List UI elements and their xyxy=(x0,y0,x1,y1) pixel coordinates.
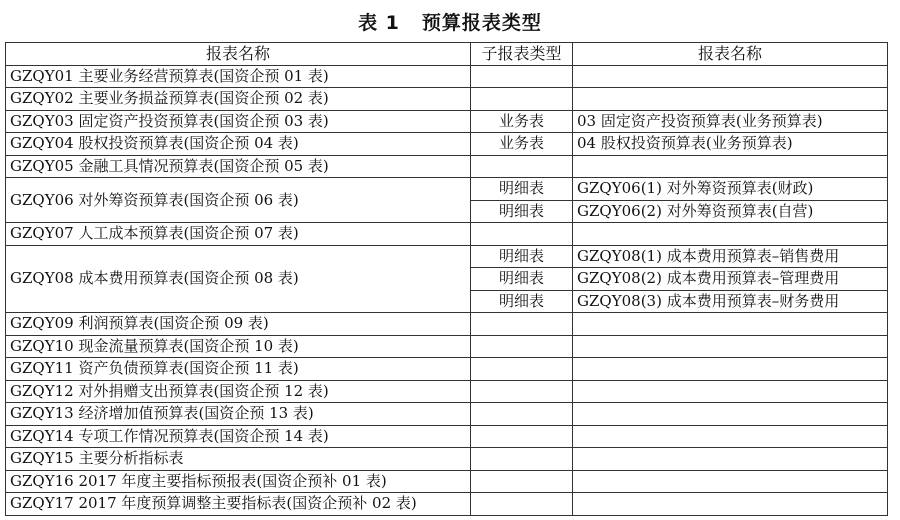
sub-report-name-cell xyxy=(573,493,888,516)
report-name-cell: GZQY17 2017 年度预算调整主要指标表(国资企预补 02 表) xyxy=(6,493,471,516)
sub-report-type-cell xyxy=(471,425,573,448)
report-name-cell: GZQY12 对外捐赠支出预算表(国资企预 12 表) xyxy=(6,380,471,403)
sub-report-type-cell xyxy=(471,335,573,358)
report-name-cell: GZQY06 对外筹资预算表(国资企预 06 表) xyxy=(6,178,471,223)
sub-report-name-cell xyxy=(573,65,888,88)
sub-report-name-cell: 04 股权投资预算表(业务预算表) xyxy=(573,133,888,156)
sub-report-type-cell: 业务表 xyxy=(471,110,573,133)
table-row xyxy=(6,223,888,246)
budget-report-types-table xyxy=(5,42,888,516)
report-name-cell: GZQY03 固定资产投资预算表(国资企预 03 表) xyxy=(6,110,471,133)
sub-report-type-cell: 明细表 xyxy=(471,200,573,223)
report-name-cell: GZQY10 现金流量预算表(国资企预 10 表) xyxy=(6,335,471,358)
table-row xyxy=(6,133,888,156)
table-row xyxy=(6,448,888,471)
table-row xyxy=(6,65,888,88)
table-row xyxy=(6,245,888,268)
table-row xyxy=(6,335,888,358)
sub-report-type-cell xyxy=(471,88,573,111)
report-name-cell: GZQY14 专项工作情况预算表(国资企预 14 表) xyxy=(6,425,471,448)
sub-report-type-cell xyxy=(471,155,573,178)
report-name-cell: GZQY13 经济增加值预算表(国资企预 13 表) xyxy=(6,403,471,426)
sub-report-type-cell xyxy=(471,358,573,381)
sub-report-type-cell: 明细表 xyxy=(471,290,573,313)
sub-report-type-cell xyxy=(471,380,573,403)
sub-report-name-cell xyxy=(573,380,888,403)
table-caption xyxy=(0,8,900,35)
sub-report-type-cell: 明细表 xyxy=(471,178,573,201)
report-name-cell: GZQY16 2017 年度主要指标预报表(国资企预补 01 表) xyxy=(6,470,471,493)
table-title: 预算报表类型 xyxy=(421,12,542,34)
report-name-cell: GZQY04 股权投资预算表(国资企预 04 表) xyxy=(6,133,471,156)
table-row xyxy=(6,178,888,201)
table-row xyxy=(6,88,888,111)
sub-report-type-cell: 业务表 xyxy=(471,133,573,156)
report-name-cell: GZQY07 人工成本预算表(国资企预 07 表) xyxy=(6,223,471,246)
report-name-cell: GZQY15 主要分析指标表 xyxy=(6,448,471,471)
sub-report-name-cell xyxy=(573,358,888,381)
sub-report-type-cell: 明细表 xyxy=(471,245,573,268)
sub-report-name-cell xyxy=(573,88,888,111)
table-row xyxy=(6,155,888,178)
sub-report-type-cell xyxy=(471,313,573,336)
sub-report-type-cell xyxy=(471,493,573,516)
sub-report-name-cell: GZQY08(2) 成本费用预算表–管理费用 xyxy=(573,268,888,291)
report-name-cell: GZQY08 成本费用预算表(国资企预 08 表) xyxy=(6,245,471,313)
sub-report-name-cell xyxy=(573,335,888,358)
table-row xyxy=(6,403,888,426)
sub-report-name-cell: GZQY08(3) 成本费用预算表–财务费用 xyxy=(573,290,888,313)
header-sub-report-type: 子报表类型 xyxy=(471,43,573,66)
table-row xyxy=(6,313,888,336)
sub-report-name-cell: 03 固定资产投资预算表(业务预算表) xyxy=(573,110,888,133)
table-row xyxy=(6,358,888,381)
table-body xyxy=(6,65,888,515)
sub-report-name-cell: GZQY06(1) 对外筹资预算表(财政) xyxy=(573,178,888,201)
report-name-cell: GZQY09 利润预算表(国资企预 09 表) xyxy=(6,313,471,336)
header-report-name: 报表名称 xyxy=(6,43,471,66)
header-sub-report-name: 报表名称 xyxy=(573,43,888,66)
table-row xyxy=(6,470,888,493)
sub-report-name-cell xyxy=(573,448,888,471)
table-number: 表 1 xyxy=(358,12,400,34)
sub-report-name-cell xyxy=(573,313,888,336)
sub-report-type-cell xyxy=(471,223,573,246)
sub-report-name-cell xyxy=(573,223,888,246)
table-row xyxy=(6,425,888,448)
sub-report-name-cell xyxy=(573,470,888,493)
table-row xyxy=(6,493,888,516)
table-row xyxy=(6,110,888,133)
sub-report-name-cell: GZQY08(1) 成本费用预算表–销售费用 xyxy=(573,245,888,268)
report-name-cell: GZQY02 主要业务损益预算表(国资企预 02 表) xyxy=(6,88,471,111)
sub-report-type-cell: 明细表 xyxy=(471,268,573,291)
sub-report-type-cell xyxy=(471,470,573,493)
sub-report-name-cell xyxy=(573,155,888,178)
header-row xyxy=(6,43,888,66)
table-row xyxy=(6,380,888,403)
sub-report-name-cell: GZQY06(2) 对外筹资预算表(自营) xyxy=(573,200,888,223)
sub-report-name-cell xyxy=(573,403,888,426)
sub-report-type-cell xyxy=(471,65,573,88)
sub-report-type-cell xyxy=(471,448,573,471)
report-name-cell: GZQY11 资产负债预算表(国资企预 11 表) xyxy=(6,358,471,381)
sub-report-type-cell xyxy=(471,403,573,426)
report-name-cell: GZQY01 主要业务经营预算表(国资企预 01 表) xyxy=(6,65,471,88)
sub-report-name-cell xyxy=(573,425,888,448)
report-name-cell: GZQY05 金融工具情况预算表(国资企预 05 表) xyxy=(6,155,471,178)
